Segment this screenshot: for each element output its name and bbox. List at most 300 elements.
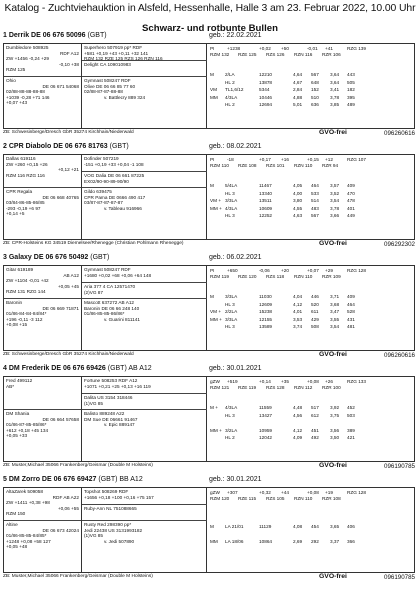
performance-value: 3,47 bbox=[330, 309, 340, 315]
sire-line: Dumbledore 508925 bbox=[6, 45, 49, 50]
performance-value: 366 bbox=[347, 538, 355, 544]
dam-sire-line: Olive DE 06 66 85 77 60 bbox=[84, 83, 136, 89]
sire-line: AB A12 bbox=[63, 272, 79, 278]
performance-value: 3,80 bbox=[293, 198, 303, 204]
pedigree-right bbox=[82, 377, 207, 462]
performance-value: 3,52 bbox=[330, 190, 340, 196]
performance-value: 4/3LA bbox=[225, 405, 238, 410]
performance-value: 4/3LA bbox=[225, 94, 238, 100]
performance-value: 3,64 bbox=[330, 79, 340, 85]
performance-row bbox=[207, 317, 414, 325]
breeding-value: RZM 132 bbox=[210, 52, 230, 57]
performance-value: 4,08 bbox=[293, 523, 303, 529]
pedigree-box bbox=[3, 154, 415, 240]
breeder: ZB: Schwesinberge/Dresch GbR 35274 Kirchhain/Niederwald bbox=[3, 130, 134, 135]
sire-info-line: Superhero 507919 pp* RDF bbox=[84, 45, 143, 50]
performance-value: 446 bbox=[311, 294, 319, 299]
entry-title bbox=[3, 365, 415, 376]
breeding-value: -18 bbox=[227, 157, 234, 162]
sire-cell bbox=[4, 44, 81, 77]
performance-value: 3,53 bbox=[293, 316, 303, 322]
performance-value: 648 bbox=[311, 79, 319, 85]
breeding-value: +0,15 bbox=[307, 157, 319, 162]
breeding-value: +650 bbox=[227, 268, 238, 273]
dam-sire-line: Gildo 639475 bbox=[84, 189, 112, 194]
performance-value: 3,66 bbox=[330, 213, 340, 219]
ear-tag: DE 06 676 50096 bbox=[31, 32, 86, 39]
performance-row bbox=[207, 102, 414, 110]
performance-spacer bbox=[207, 58, 414, 72]
breeding-value: RZR 100 bbox=[322, 385, 341, 390]
performance-value: 4,56 bbox=[293, 412, 303, 418]
sire-line: RZM 125 bbox=[6, 67, 26, 73]
breeding-value: -0,01 bbox=[307, 46, 318, 51]
pedigree-right bbox=[82, 155, 207, 240]
catalog-code: 096260616 bbox=[384, 352, 415, 359]
performance-value: 567 bbox=[311, 213, 319, 219]
gvo-status: GVO-frei bbox=[319, 462, 347, 469]
performance-value: 492 bbox=[311, 435, 319, 441]
sire-cell bbox=[4, 377, 81, 410]
pedigree bbox=[4, 155, 207, 240]
gvo-status: GVO-frei bbox=[319, 240, 347, 247]
performance-value: 4,00 bbox=[293, 190, 303, 196]
dam-line: Baronin bbox=[6, 300, 23, 305]
pedigree-box bbox=[3, 487, 415, 573]
performance-value: 10864 bbox=[259, 538, 273, 544]
performance-value: 611 bbox=[311, 309, 319, 315]
performance-value: M bbox=[210, 183, 214, 188]
breeding-value-row-2 bbox=[207, 274, 414, 280]
breeding-value-row-2 bbox=[207, 496, 414, 502]
dam-sire-line: 02/88-87-87-88-88 bbox=[84, 89, 123, 95]
index-label: PI bbox=[210, 46, 215, 51]
sire-info-line: Dofinder 507219 bbox=[84, 156, 119, 161]
dam-line: +0,05 +33 bbox=[6, 433, 28, 439]
performance-value: 12210 bbox=[259, 72, 273, 77]
breeding-value: +26 bbox=[325, 379, 333, 384]
ear-tag: DE 06 676 81763 bbox=[53, 143, 108, 150]
dam-sire-line: Baronin DE 06 66 248 140 bbox=[84, 305, 140, 311]
breeding-value: RZN 110 bbox=[294, 274, 313, 279]
breeding-value: RZM 119 bbox=[210, 274, 229, 279]
dam-sire-line: Balisto 889248 A22 bbox=[84, 411, 125, 416]
dam-line: +0,14 +5 bbox=[6, 211, 25, 217]
sire-line: ZW +260 +0,15 +26 bbox=[6, 161, 48, 167]
catalog-entry bbox=[3, 32, 415, 137]
dam-cell bbox=[4, 299, 81, 351]
gbt-label: (GBT) bbox=[109, 143, 129, 150]
performance-value: 10959 bbox=[259, 427, 273, 433]
performance-value: HL 3 bbox=[225, 213, 235, 219]
bull-name: Derrik bbox=[8, 32, 30, 39]
sire-info-line: Fortune 508253 RDF A12 bbox=[84, 378, 138, 383]
performance-value: 3,54 bbox=[330, 198, 340, 204]
performance-value: 464 bbox=[347, 301, 355, 307]
performance-value: 11129 bbox=[259, 523, 272, 529]
catalog-code: 096190785 bbox=[384, 574, 415, 581]
breeding-value: +0,08 bbox=[307, 490, 319, 495]
performance-value: 5344 bbox=[259, 87, 270, 93]
performance-value: 182 bbox=[347, 87, 355, 93]
dam-line: 01/86-84-84-84/84* bbox=[6, 311, 47, 317]
breeding-value: RZG 128 bbox=[347, 490, 367, 495]
dam-sire-cell bbox=[82, 410, 207, 462]
performance-value: 510 bbox=[311, 94, 319, 100]
entry-number: 4 bbox=[3, 365, 7, 372]
catalog-code: 096260616 bbox=[384, 130, 415, 137]
performance-value: M + bbox=[210, 405, 218, 410]
performance-value: 3,57 bbox=[330, 183, 340, 188]
performance-value: 478 bbox=[347, 198, 355, 204]
performance-value: 2/LA bbox=[225, 72, 235, 77]
breeding-value: -0,06 bbox=[259, 268, 270, 273]
performance-value: 3,64 bbox=[330, 72, 340, 77]
catalog-entry bbox=[3, 476, 415, 581]
performance-value: 533 bbox=[311, 190, 319, 196]
sire-dam-line: Ruby-Ann NL 751088665 bbox=[84, 506, 137, 511]
pedigree-right bbox=[82, 44, 207, 129]
breeding-value: +0,14 bbox=[259, 379, 271, 384]
dam-sire-line: Mascott 637272 AB A12 bbox=[84, 300, 135, 305]
performance-value: VM + bbox=[210, 309, 222, 315]
performance-value: 13427 bbox=[259, 412, 273, 418]
performance-value: 3,85 bbox=[330, 102, 340, 108]
sire-cell bbox=[4, 266, 81, 299]
dam-line: DE 06 669 71871 bbox=[42, 305, 79, 311]
pedigree-box bbox=[3, 43, 415, 129]
entry-title bbox=[3, 32, 415, 43]
performance-value: 15238 bbox=[259, 309, 273, 315]
performance-value: 3/3LA bbox=[225, 316, 238, 322]
sire-cell bbox=[4, 155, 81, 188]
performance-value: HL 2 bbox=[225, 435, 235, 441]
sire-line: RDF AB A22 bbox=[52, 494, 79, 500]
catalog-entry bbox=[3, 365, 415, 470]
breeding-value: +50 bbox=[281, 46, 289, 51]
sire-dam-line: VOG Dalia DE 06 661 87225 bbox=[84, 173, 145, 178]
performance-value: 3,37 bbox=[330, 538, 340, 544]
performance-row bbox=[207, 324, 414, 332]
catalog-code: 096190785 bbox=[384, 463, 415, 470]
sire-line: AltaZarek 509058 bbox=[6, 489, 44, 494]
sire-line: Gitar 619189 bbox=[6, 267, 34, 272]
birth-date: geb.: 22.02.2021 bbox=[209, 32, 262, 39]
performance-spacer bbox=[207, 169, 414, 183]
performance-value: 4,12 bbox=[293, 301, 303, 307]
breeding-value: RZR 94 bbox=[322, 163, 339, 168]
performance-value: 4,88 bbox=[293, 94, 303, 100]
pedigree-left bbox=[4, 488, 82, 573]
gbt-label: (GBT) BB A12 bbox=[98, 476, 143, 483]
breeding-value: RZN 110 bbox=[294, 163, 313, 168]
breeding-value: RZS 126 bbox=[266, 52, 285, 57]
sire-cell bbox=[4, 488, 81, 521]
performance-value: HL 3 bbox=[225, 190, 235, 196]
sire-line: RZM 150 bbox=[6, 511, 26, 517]
performance-value: MM bbox=[210, 94, 218, 100]
dam-line: DE 06 668 40765 bbox=[42, 194, 79, 200]
dam-line: DE 06 673 42024 bbox=[42, 527, 79, 533]
performance bbox=[207, 155, 414, 221]
sire-dam-line: EX02/90-90-89-90/90 bbox=[84, 178, 129, 184]
performance-value: 3,68 bbox=[330, 301, 340, 307]
sire-info-line: +581 +0,19 +43 +0,11 +32 141 bbox=[84, 50, 149, 56]
breeding-value: +0,02 bbox=[259, 46, 271, 51]
sire-line: AB* bbox=[6, 383, 15, 389]
performance-row bbox=[207, 546, 414, 554]
performance-value: LA 21/01 bbox=[225, 523, 244, 529]
entry-number: 5 bbox=[3, 476, 7, 483]
performance bbox=[207, 377, 414, 443]
catalog-entry bbox=[3, 143, 415, 248]
entry-number: 2 bbox=[3, 143, 7, 150]
performance-row bbox=[207, 87, 414, 95]
performance-value: 3,75 bbox=[330, 412, 340, 418]
performance-value: 3,56 bbox=[330, 427, 340, 433]
bull-name: DM Frederik bbox=[8, 365, 50, 372]
performance-value: HL 3 bbox=[225, 324, 235, 330]
dam-sire-line: v. Tableau 916966 bbox=[104, 205, 142, 211]
performance-value: 5,01 bbox=[293, 102, 303, 108]
sire-dam-cell bbox=[82, 394, 207, 410]
performance-value: 520 bbox=[311, 301, 319, 307]
breeding-value: +16 bbox=[281, 157, 289, 162]
performance-value: 13878 bbox=[259, 79, 273, 85]
performance-value: 409 bbox=[347, 183, 355, 188]
dam-line: 03/84-86-85-86/85 bbox=[6, 200, 45, 206]
dam-line: +612 +0,18 +45 134 bbox=[6, 427, 49, 433]
performance-row bbox=[207, 213, 414, 221]
performance-value: MM + bbox=[210, 427, 222, 433]
sire-line: Fred 499112 bbox=[6, 378, 33, 383]
performance-value: 489 bbox=[347, 102, 355, 108]
performance-value: 452 bbox=[347, 405, 355, 410]
breeding-value: +35 bbox=[281, 379, 289, 384]
performance-value: LA 18/06 bbox=[225, 538, 244, 544]
performance-row bbox=[207, 524, 414, 532]
dam-sire-cell bbox=[82, 521, 207, 573]
sire-top-cell bbox=[82, 488, 207, 505]
ear-tag: DE 06 676 69426 bbox=[51, 365, 106, 372]
breeding-value: +41 bbox=[325, 46, 333, 51]
performance-row bbox=[207, 405, 414, 413]
dam-sire-line: v. Jedi 507890 bbox=[104, 538, 135, 544]
performance-spacer bbox=[207, 391, 414, 405]
performance-value: 3/3LA bbox=[225, 198, 238, 204]
performance-row bbox=[207, 428, 414, 436]
sire-top-cell bbox=[82, 155, 207, 172]
breeding-value: RZG 128 bbox=[347, 268, 367, 273]
gvo-status: GVO-frei bbox=[319, 351, 347, 358]
breeding-value: +0,32 bbox=[259, 490, 271, 495]
pedigree-left bbox=[4, 266, 82, 351]
performance-value: 505 bbox=[347, 79, 355, 85]
performance-value: 4,04 bbox=[293, 294, 303, 299]
performance-value: 3,74 bbox=[293, 324, 303, 330]
gbt-label: (GBT) bbox=[90, 254, 110, 261]
dam-sire-cell bbox=[82, 188, 207, 240]
performance bbox=[207, 488, 414, 554]
breeder: ZB: Muster,Michael 35066 Frankenberg/Geismar (Double M Holsteins) bbox=[3, 574, 153, 579]
performance-value: 454 bbox=[311, 523, 319, 529]
performance-value: 13511 bbox=[259, 198, 272, 204]
dam-sire-line: CPR Pama DE 0666 490 417 bbox=[84, 194, 146, 200]
entry-footer bbox=[3, 573, 415, 581]
bull-name: Galaxy bbox=[8, 254, 32, 261]
performance-value: 4,48 bbox=[293, 405, 303, 410]
performance-value: 11467 bbox=[259, 183, 272, 188]
sire-top-cell bbox=[82, 266, 207, 283]
performance-value: 3,65 bbox=[330, 523, 340, 529]
dam-sire-line: v. Battlecry 889 324 bbox=[104, 94, 146, 100]
sire-top-cell bbox=[82, 44, 207, 61]
performance-row bbox=[207, 183, 414, 191]
performance-spacer bbox=[207, 280, 414, 294]
performance-value: M bbox=[210, 72, 214, 77]
dam-line: +0,05 +48 bbox=[6, 544, 28, 550]
performance-row bbox=[207, 531, 414, 539]
entry-number: 3 bbox=[3, 254, 7, 261]
dam-line: +0,08 +15 bbox=[6, 322, 28, 328]
performance-value: MM + bbox=[210, 205, 222, 211]
performance-value: 483 bbox=[311, 205, 319, 211]
performance-value: 10446 bbox=[259, 94, 273, 100]
sire-info-line: Gymnast 508247 RDF bbox=[84, 267, 131, 272]
birth-date: geb.: 08.02.2021 bbox=[209, 143, 262, 150]
performance bbox=[207, 44, 414, 110]
sire-dam-line: (1)VG 85 bbox=[84, 400, 104, 406]
breeding-value: RZR 108 bbox=[322, 496, 341, 501]
performance-value: 3,92 bbox=[330, 405, 340, 410]
performance-value: HL 2 bbox=[225, 102, 235, 108]
performance-value: 406 bbox=[347, 523, 355, 529]
dam-sire-line: 01/86-85-85-86/86* bbox=[84, 311, 125, 317]
performance-value: 2/2LA bbox=[225, 309, 238, 315]
performance-row bbox=[207, 309, 414, 317]
performance-value: 636 bbox=[311, 102, 319, 108]
performance-value: 152 bbox=[311, 87, 319, 93]
performance-value: TL1,6/12 bbox=[225, 87, 244, 93]
pedigree-box bbox=[3, 376, 415, 462]
birth-date: geb.: 06.02.2021 bbox=[209, 254, 262, 261]
dam-cell bbox=[4, 188, 81, 240]
breeding-value: +0,07 bbox=[307, 268, 319, 273]
dam-cell bbox=[4, 77, 81, 129]
breeding-value: RZS 118 bbox=[266, 274, 285, 279]
performance-value: 11030 bbox=[259, 294, 272, 299]
breeding-value-row-2 bbox=[207, 52, 414, 58]
sire-dam-cell bbox=[82, 283, 207, 299]
performance-value: 4,09 bbox=[293, 435, 303, 441]
breeding-value: RZM 121 bbox=[210, 385, 230, 390]
sire-line: ZW +1456 -0,24 +29 bbox=[6, 56, 49, 62]
dam-line: DE 06 664 57658 bbox=[42, 416, 79, 422]
performance-value: 3,71 bbox=[330, 294, 340, 299]
entry-footer bbox=[3, 129, 415, 137]
performance-value: 13589 bbox=[259, 324, 273, 330]
entry-footer bbox=[3, 240, 415, 248]
performance-row bbox=[207, 95, 414, 103]
sire-info-line: -151 +0,19 +33 +0,04 -1 108 bbox=[84, 161, 144, 167]
performance-row bbox=[207, 420, 414, 428]
performance-value: 4,05 bbox=[293, 183, 303, 188]
performance-value: 2,84 bbox=[293, 87, 303, 93]
breeding-value: +12 bbox=[325, 157, 333, 162]
breeding-value: RZE 120 bbox=[238, 274, 257, 279]
dam-sire-line: 03/87-87-87-87-87 bbox=[84, 200, 123, 206]
performance-value: 3,55 bbox=[330, 316, 340, 322]
sire-dam-line: Aria 377 4 CA 12571470 bbox=[84, 284, 136, 289]
pedigree-left bbox=[4, 44, 82, 129]
performance-row bbox=[207, 302, 414, 310]
dam-line: DM Shania bbox=[6, 411, 30, 416]
performance-value: 4,63 bbox=[293, 213, 303, 219]
performance-value: 389 bbox=[347, 427, 355, 433]
sire-dam-line: Dalita US 3154 318446 bbox=[84, 395, 133, 400]
breeding-value: RZE 119 bbox=[238, 385, 257, 390]
performance-value: 10609 bbox=[259, 205, 273, 211]
performance-value: 13340 bbox=[259, 190, 273, 196]
entry-title bbox=[3, 476, 415, 487]
performance-value: 401 bbox=[347, 205, 355, 211]
performance-value: 3/3LA bbox=[225, 294, 238, 299]
dam-line: DE 06 671 54068 bbox=[42, 83, 79, 89]
gbt-label: (GBT) AB A12 bbox=[107, 365, 152, 372]
sire-dam-line: (2)VG 87 bbox=[84, 289, 104, 295]
dam-line: +196 -0,11 -3 112 bbox=[6, 316, 43, 322]
performance-value: 4,67 bbox=[293, 79, 303, 85]
performance-value: 4,12 bbox=[293, 427, 303, 433]
performance-value: 464 bbox=[311, 183, 319, 188]
performance-spacer bbox=[207, 502, 414, 516]
breeding-value: +307 bbox=[227, 490, 238, 495]
birth-date: geb.: 30.01.2021 bbox=[209, 476, 262, 483]
performance-value: MM + bbox=[210, 316, 222, 322]
catalog-title: Katalog - Zuchtviehauktion in Alsfeld, Hessenhalle, Halle 3 am 23. Februar 2022, 10.00 Uhr bbox=[4, 3, 416, 14]
performance-value: 449 bbox=[347, 213, 355, 219]
pedigree-left bbox=[4, 377, 82, 462]
performance-row bbox=[207, 206, 414, 214]
breeding-value: RZN 116 bbox=[294, 52, 313, 57]
sire-info-line: RZM 132 RZE 125 RZS 126 RZN 116 bbox=[84, 56, 163, 61]
index-label: PI bbox=[210, 157, 215, 162]
sire-top-cell bbox=[82, 377, 207, 394]
pedigree-box bbox=[3, 265, 415, 351]
sire-info-line: +1656 +0,18 +100 +0,16 +75 157 bbox=[84, 494, 154, 500]
sire-line: RDF A12 bbox=[59, 50, 79, 56]
dam-sire-line: Rusty Red 298390 pp* bbox=[84, 522, 132, 527]
gvo-status: GVO-frei bbox=[319, 129, 347, 136]
dam-sire-cell bbox=[82, 77, 207, 129]
breeding-value: RZS 105 bbox=[266, 496, 285, 501]
breeding-value: RZR 106 bbox=[322, 52, 341, 57]
performance-value: 3,50 bbox=[330, 435, 340, 441]
breeding-value: RZE 115 bbox=[238, 496, 257, 501]
dam-line: 01/86-87-85-85/86* bbox=[6, 422, 47, 428]
dam-sire-line: (1)VG 85 bbox=[84, 533, 104, 539]
performance-value: VM + bbox=[210, 198, 222, 204]
dam-sire-line: Jedi 22438 US 3131993182 bbox=[84, 527, 143, 533]
performance-value: 421 bbox=[347, 435, 355, 441]
dam-cell bbox=[4, 410, 81, 462]
sire-dam-cell bbox=[82, 61, 207, 77]
sire-info-line: Topshot 508269 RDF bbox=[84, 489, 129, 494]
breeding-value-row-2 bbox=[207, 163, 414, 169]
performance-row bbox=[207, 435, 414, 443]
performance-value: 4,01 bbox=[293, 309, 303, 315]
performance-value: 514 bbox=[311, 198, 319, 204]
